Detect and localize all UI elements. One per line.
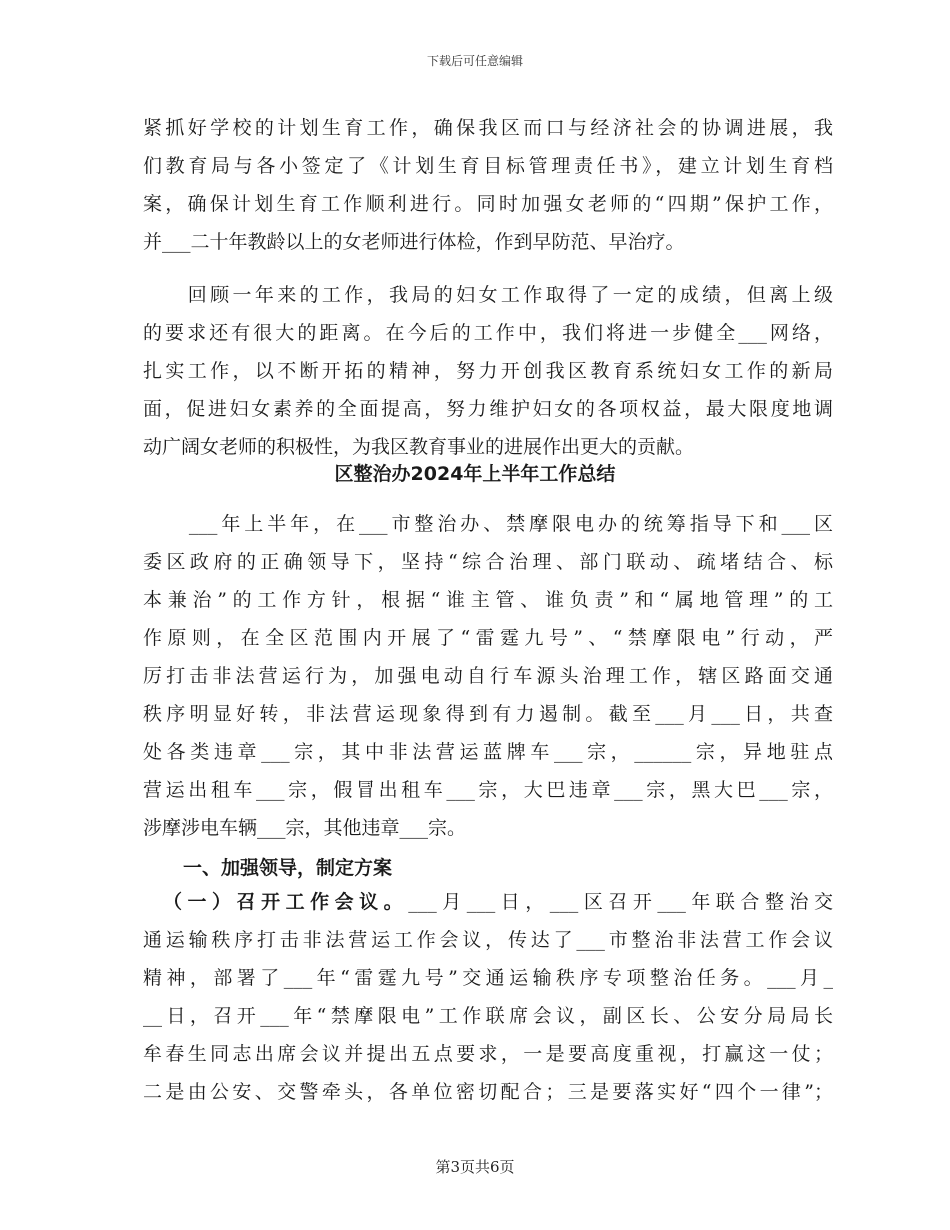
section-heading: 一、加强领导，制定方案 xyxy=(183,857,393,879)
paragraph-line: 们教育局与各小签定了《计划生育目标管理责任书》，建立计划生育档 xyxy=(143,155,833,177)
paragraph-line: 牟春生同志出席会议并提出五点要求，一是要高度重视，打赢这一仗； xyxy=(143,1043,833,1065)
paragraph-line: 案，确保计划生育工作顺利进行。同时加强女老师的“四期”保护工作， xyxy=(143,193,833,215)
subsection-lead: （一）召开工作会议。 xyxy=(163,891,409,913)
paragraph-line: 面，促进妇女素养的全面提高，努力维护妇女的各项权益，最大限度地调 xyxy=(143,398,833,420)
paragraph-line: 委区政府的正确领导下，坚持“综合治理、部门联动、疏堵结合、标 xyxy=(143,551,833,573)
paragraph-line: 通运输秩序打击非法营运工作会议，传达了___市整治非法营工作会议 xyxy=(143,929,833,951)
paragraph-line: __日，召开___年“禁摩限电”工作联席会议，副区长、公安分局局长 xyxy=(143,1005,833,1027)
paragraph-line: 本兼治”的工作方针，根据“谁主管、谁负责”和“属地管理”的工 xyxy=(143,589,833,611)
paragraph-line: 扎实工作，以不断开拓的精神，努力开创我区教育系统妇女工作的新局 xyxy=(143,360,833,382)
paragraph-line: 作原则，在全区范围内开展了“雷霆九号”、“禁摩限电”行动，严 xyxy=(143,627,833,649)
paragraph-line: 秩序明显好转，非法营运现象得到有力遏制。截至___月___日，共查 xyxy=(143,703,833,725)
paragraph-line: 涉摩涉电车辆___宗，其他违章___宗。 xyxy=(143,817,467,839)
paragraph-line: 营运出租车___宗，假冒出租车___宗，大巴违章___宗，黑大巴___宗， xyxy=(143,779,833,801)
page-footer: 第3页共6页 xyxy=(435,1158,515,1176)
paragraph-line xyxy=(163,883,833,921)
paragraph-line: 厉打击非法营运行为，加强电动自行车源头治理工作，辖区路面交通 xyxy=(143,665,833,687)
paragraph-line: 二是由公安、交警牵头，各单位密切配合；三是要落实好“四个一律”； xyxy=(143,1081,833,1103)
section-title: 区整治办2024年上半年工作总结 xyxy=(334,463,616,485)
paragraph-line: 动广阔女老师的积极性，为我区教育事业的进展作出更大的贡献。 xyxy=(143,436,695,458)
paragraph-line: ___年上半年，在___市整治办、禁摩限电办的统筹指导下和___区 xyxy=(143,513,833,535)
page-header: 下载后可任意编辑 xyxy=(426,54,523,68)
paragraph-line: 处各类违章___宗，其中非法营运蓝牌车___宗，______宗，异地驻点 xyxy=(143,741,833,763)
paragraph-line: 紧抓好学校的计划生育工作，确保我区而口与经济社会的协调进展，我 xyxy=(143,117,833,139)
paragraph-line: 精神，部署了___年“雷霆九号”交通运输秩序专项整治任务。___月_ xyxy=(143,967,833,989)
paragraph-line: 的要求还有很大的距离。在今后的工作中，我们将进一步健全___网络， xyxy=(143,322,833,344)
paragraph-line: 回顾一年来的工作，我局的妇女工作取得了一定的成绩，但离上级 xyxy=(143,284,833,306)
paragraph-line-text: ___月___日，___区召开___年联合整治交 xyxy=(408,891,833,913)
paragraph-line: 并___二十年教龄以上的女老师进行体检，作到早防范、早治疗。 xyxy=(143,231,685,253)
